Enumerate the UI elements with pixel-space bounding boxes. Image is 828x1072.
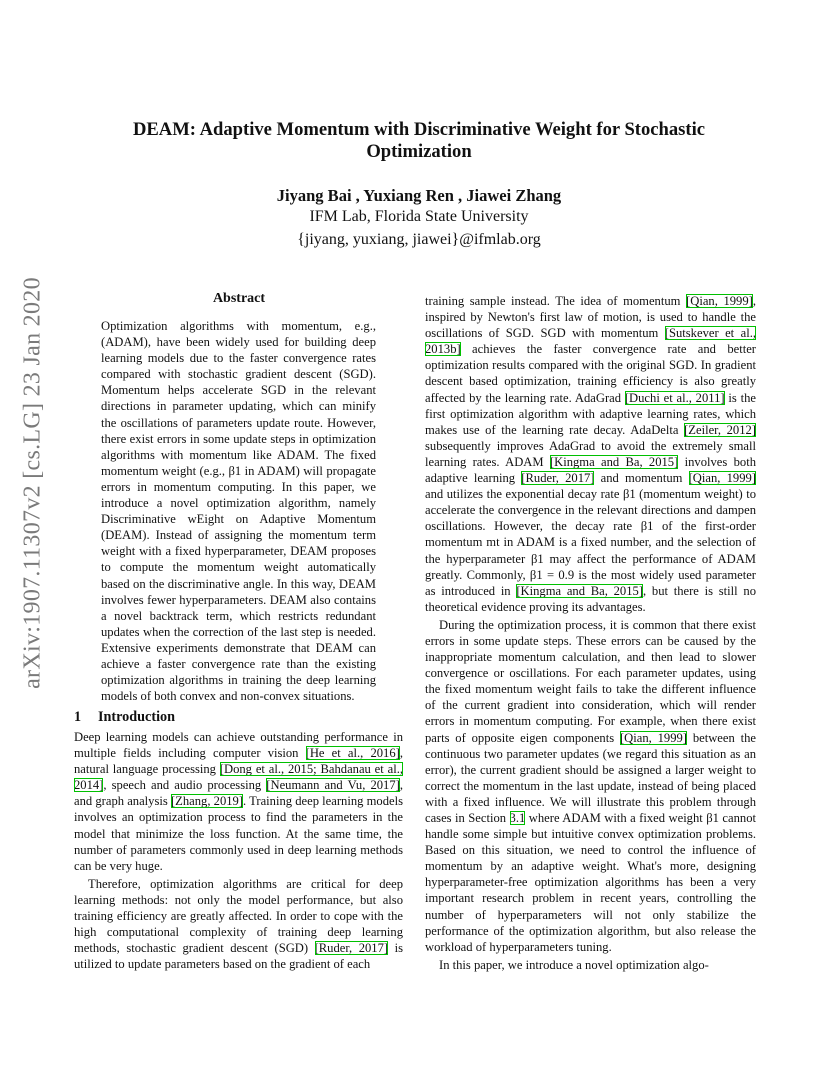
citation-link[interactable]: [Kingma and Ba, 2015] (549, 454, 679, 469)
abstract-text: Optimization algorithms with momentum, e.g., (ADAM), have been widely used for building deep learning models due to the faster convergence rates compared with stochastic gradient descent (SGD). Momentum helps accelerate SGD in the relevant directions in parameter updating, which can minify the oscillations of parameters update route. However, there exist errors in some update steps in optimization algorithms with momentum like ADAM. The fixed momentum weight (e.g., β1 in ADAM) will propagate errors in momentum computing. In this paper, we introduce a novel optimization algorithm, namely Discriminative wEight on Adaptive Momentum (DEAM). Instead of assigning the momentum term weight with a fixed hyperparameter, DEAM proposes to compute the momentum weight automatically based on the discriminative angle. In this way, DEAM involves fewer hyperparameters. DEAM also contains a novel backtrack term, which restricts redundant updates when the correction of the last step is needed. Extensive experiments demonstrate that DEAM can achieve a faster convergence rate than the existing optimization algorithms in training the deep learning models of both convex and non-convex situations. (101, 319, 376, 704)
authors: Jiyang Bai , Yuxiang Ren , Jiawei Zhang (276, 186, 562, 205)
text-run: , natural language processing (74, 746, 403, 777)
citation-link[interactable]: [Neumann and Vu, 2017] (266, 778, 400, 793)
citation-link[interactable]: [Ruder, 2017] (521, 471, 595, 486)
citation-link[interactable]: [Duchi et al., 2011] (624, 390, 725, 405)
text-run: During the optimization process, it is common that there exist errors in some update steps. These errors can be caused by the inappropriate momentum calculation, and then lead to slower convergence or oscillations. For each parameter updates, using the fixed momentum weight fails to take the different influence of the current gradient into consideration, which will render errors in momentum computing. For example, when there exist parts of opposite eigen components (425, 617, 756, 745)
text-run: , speech and audio processing (103, 778, 267, 793)
right-column (425, 293, 756, 975)
affiliation: IFM Lab, Florida State University (309, 208, 529, 225)
citation-link[interactable]: [He et al., 2016] (305, 746, 400, 761)
text-run: where ADAM with a fixed weight β1 cannot handle some simple but intuitive convex optimization problems. Based on this situation, we need to control the influence of momentum by an adaptive weight. What's more, designing hyperparameter-free optimization algorithms has been a very important research problem in recent years, controlling the number of hyperparameters will not only stabilize the performance of the optimization algorithm, but also release the workload of hyperparameters tuning. (425, 811, 756, 954)
section-heading (74, 709, 175, 726)
author-email: {jiyang, yuxiang, jiawei}@ifmlab.org (297, 231, 541, 248)
section-reference-link[interactable]: 3.1 (509, 811, 526, 825)
text-run: . Training deep learning models involves an optimization process to find the parameters in the model that minimize the loss function. At the same time, the number of parameters commonly used in deep learning methods can be very huge. (74, 794, 403, 873)
text-run: , inspired by Newton's first law of motion, is used to handle the oscillations of SGD. SGD with momentum (425, 294, 757, 341)
citation-link[interactable]: [Kingma and Ba, 2015] (516, 583, 644, 598)
citation-link[interactable]: [Dong et al., 2015; Bahdanau et al., 2014] (74, 762, 403, 793)
citation-link[interactable]: [Qian, 1999] (686, 294, 753, 308)
citation-link[interactable]: [Qian, 1999] (619, 730, 687, 745)
right-paragraph-2 (425, 617, 756, 955)
section-title: Introduction (98, 709, 175, 725)
intro-column (74, 729, 403, 974)
text-run: involves both adaptive learning (425, 454, 756, 486)
text-run: Therefore, optimization algorithms are critical for deep learning methods: not only the model performance, but also training efficiency are greatly affected. In order to cope with the high computational complexity of training deep learning methods, stochastic gradient descent (SGD) (74, 876, 403, 956)
section-number: 1 (74, 709, 82, 725)
text-run: and utilizes the exponential decay rate β1 (momentum weight) to accelerate the convergence in the relevant directions and dampen oscillations. However, the decay rate β1 of the first-order momentum mt in ADAM is a fixed number, and the selection of the hyperparameter β1 may affect the performance of ADAM greatly. Commonly, β1 = 0.9 is the most widely used parameter as introduced in (425, 487, 756, 598)
text-run: Deep learning models can achieve outstanding performance in multiple fields including computer vision (74, 730, 403, 761)
paper-title: DEAM: Adaptive Momentum with Discriminative Weight for Stochastic Optimization (132, 119, 706, 162)
text-run: , and graph analysis (74, 778, 403, 809)
citation-link[interactable]: [Ruder, 2017] (314, 941, 389, 956)
text-run: achieves the faster convergence rate and better optimization results compared with the original SGD. In gradient descent based optimization, training efficiency is also greatly affected by the learning rate. AdaGrad (425, 342, 756, 405)
citation-link[interactable]: [Qian, 1999] (688, 471, 756, 486)
text-run: is utilized to update parameters based on the gradient of each (74, 941, 403, 972)
citation-link[interactable]: [Sutskever et al., 2013b] (425, 326, 756, 357)
text-run: , but there is still no theoretical evidence proving its advantages. (425, 583, 756, 614)
abstract-heading: Abstract (212, 291, 266, 306)
text-run: is the first optimization algorithm with adaptive learning rates, which makes use of the learning rate decay. AdaDelta (425, 390, 756, 437)
text-run: between the continuous two parameter updates (we regard this situation as an error), the current gradient should be assigned a larger weight to correct the momentum in the last update, instead of being placed with a fixed influence. We will illustrate this problem through cases in Section (425, 730, 757, 825)
citation-link[interactable]: [Zhang, 2019] (170, 794, 244, 809)
text-run: and momentum (594, 471, 689, 486)
arxiv-identifier: arXiv:1907.11307v2 [cs.LG] 23 Jan 2020 (19, 276, 46, 689)
right-paragraph-3: In this paper, we introduce a novel optimization algo- (439, 957, 709, 972)
text-run: training sample instead. The idea of momentum (425, 294, 687, 308)
intro-paragraph-2 (74, 876, 403, 973)
right-paragraph-1 (425, 293, 756, 615)
citation-link[interactable]: [Zeiler, 2012] (684, 422, 756, 437)
text-run: subsequently improves AdaGrad to avoid the extremely small learning rates. ADAM (425, 438, 756, 469)
intro-paragraph-1 (74, 729, 403, 874)
